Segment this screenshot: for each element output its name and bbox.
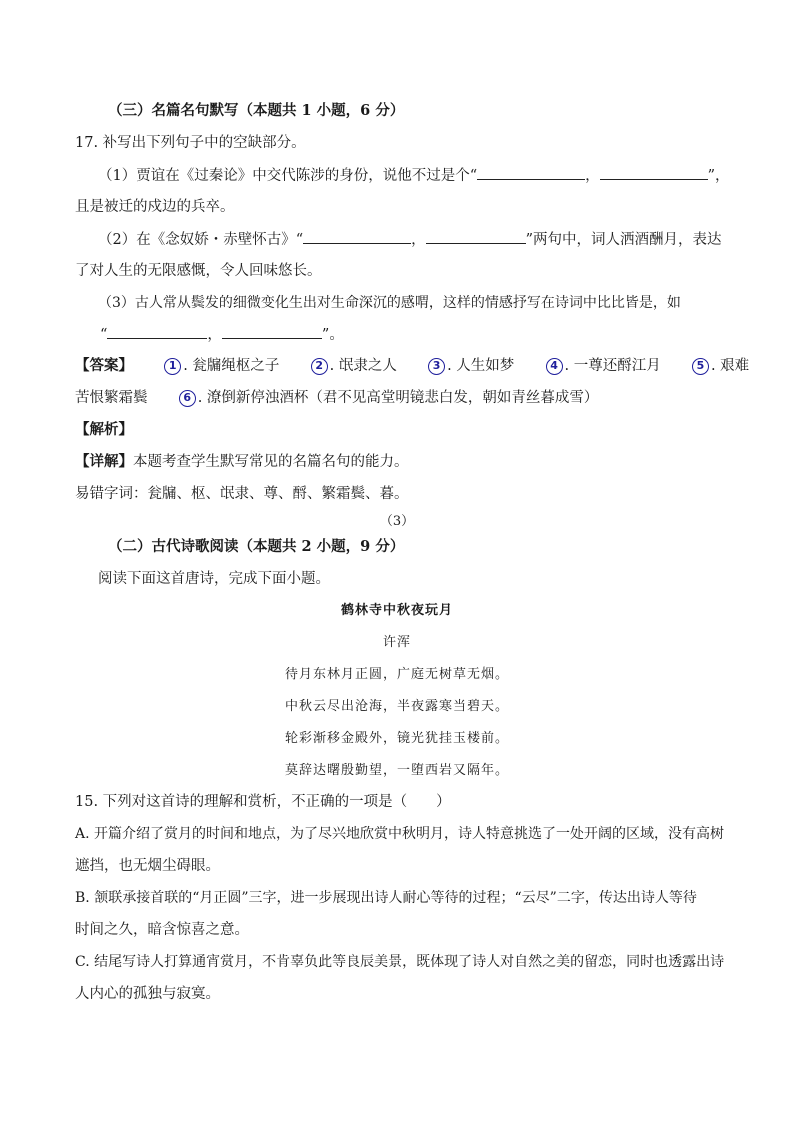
item-2-text-c: ”两句中，词人洒酒酬月，表达 bbox=[525, 232, 722, 248]
section-3-heading: （三）名篇名句默写（本题共 1 小题，6 分） bbox=[108, 102, 405, 119]
blank-6[interactable] bbox=[222, 324, 322, 339]
item-1-text-a: （1）贾谊在《过秦论》中交代陈涉的身份，说他不过是个“ bbox=[98, 168, 478, 184]
poem-line-1: 待月东林月正圆，广庭无树草无烟。 bbox=[284, 667, 509, 682]
poem-line-4: 莫辞达曙殷勤望，一堕西岩又隔年。 bbox=[284, 763, 509, 778]
answer-line-1 bbox=[75, 356, 749, 376]
answer-5-continued: 苦恨繁霜鬓 bbox=[75, 390, 148, 406]
answer-label: 【答案】 bbox=[75, 357, 133, 374]
page-marker: （3） bbox=[379, 514, 415, 529]
option-b-line-2: 时间之久，暗含惊喜之意。 bbox=[75, 922, 249, 938]
answer-number-4: 4 bbox=[546, 358, 563, 375]
detail-label: 【详解】 bbox=[75, 453, 133, 470]
answer-text-5: . 艰难 bbox=[710, 358, 750, 374]
item-3-text-a: “ bbox=[100, 327, 108, 343]
answer-number-3: 3 bbox=[428, 358, 445, 375]
item-3-text-b: ， bbox=[207, 327, 222, 343]
item-1-line-1 bbox=[98, 165, 730, 186]
blank-4[interactable] bbox=[426, 229, 526, 244]
answer-text-3: . 人生如梦 bbox=[447, 358, 515, 374]
answer-number-2: 2 bbox=[311, 358, 328, 375]
answer-number-5: 5 bbox=[692, 358, 709, 375]
analysis-label: 【解析】 bbox=[75, 421, 133, 438]
item-3-line-2 bbox=[100, 324, 344, 345]
answer-line-2 bbox=[75, 388, 598, 408]
item-1-line-2: 且是被迁的戍边的兵卒。 bbox=[75, 199, 235, 215]
answer-text-2: . 氓隶之人 bbox=[329, 358, 397, 374]
answer-text-6: . 潦倒新停浊酒杯（君不见高堂明镜悲白发，朝如青丝暮成雪） bbox=[197, 390, 599, 406]
poem-line-3: 轮彩渐移金殿外，镜光犹挂玉楼前。 bbox=[284, 731, 509, 746]
item-3-line-1: （3）古人常从鬓发的细微变化生出对生命深沉的感喟，这样的情感抒写在诗词中比比皆是，如 bbox=[98, 295, 681, 311]
item-1-text-c: ”， bbox=[707, 168, 730, 184]
blank-5[interactable] bbox=[107, 324, 207, 339]
answer-number-6: 6 bbox=[179, 390, 196, 407]
item-2-line-1 bbox=[98, 229, 722, 250]
option-a-line-2: 遮挡，也无烟尘碍眼。 bbox=[75, 858, 220, 874]
option-c-line-2: 人内心的孤独与寂寞。 bbox=[75, 986, 220, 1002]
item-1-text-b: ， bbox=[585, 168, 600, 184]
typo-words-line: 易错字词：瓮牖、枢、氓隶、尊、酹、繁霜鬓、暮。 bbox=[75, 486, 409, 502]
item-3-text-c: ”。 bbox=[321, 327, 344, 343]
blank-3[interactable] bbox=[303, 229, 411, 244]
answer-text-1: . 瓮牖绳枢之子 bbox=[183, 358, 280, 374]
option-c-line-1: C. 结尾写诗人打算通宵赏月，不肯辜负此等良辰美景，既体现了诗人对自然之美的留恋，同时也透露出诗 bbox=[75, 954, 725, 970]
poem-line-2: 中秋云尽出沧海，半夜露寒当碧天。 bbox=[284, 699, 509, 714]
answer-number-1: 1 bbox=[164, 358, 181, 375]
option-b-line-1: B. 颔联承接首联的“月正圆”三字，进一步展现出诗人耐心等待的过程；“云尽”二字，传达出诗人等待 bbox=[75, 890, 697, 906]
poem-instruction: 阅读下面这首唐诗，完成下面小题。 bbox=[98, 571, 330, 587]
question-15-title: 15. 下列对这首诗的理解和赏析，不正确的一项是（ ） bbox=[75, 794, 451, 810]
item-2-text-a: （2）在《念奴娇・赤壁怀古》“ bbox=[98, 232, 304, 248]
poem-author: 许浑 bbox=[382, 635, 411, 650]
blank-2[interactable] bbox=[600, 165, 708, 180]
poem-title: 鹤林寺中秋夜玩月 bbox=[340, 603, 453, 618]
detail-text: 本题考查学生默写常见的名篇名句的能力。 bbox=[133, 454, 409, 470]
detail-line bbox=[75, 452, 409, 472]
item-2-text-b: ， bbox=[411, 232, 426, 248]
item-2-line-2: 了对人生的无限感慨，令人回味悠长。 bbox=[75, 263, 322, 279]
option-a-line-1: A. 开篇介绍了赏月的时间和地点，为了尽兴地欣赏中秋明月，诗人特意挑选了一处开阔的区域，没有高树 bbox=[75, 826, 725, 842]
question-17-title: 17. 补写出下列句子中的空缺部分。 bbox=[75, 135, 306, 151]
section-2-heading: （二）古代诗歌阅读（本题共 2 小题，9 分） bbox=[108, 538, 405, 555]
blank-1[interactable] bbox=[477, 165, 585, 180]
answer-text-4: . 一尊还酹江月 bbox=[564, 358, 661, 374]
